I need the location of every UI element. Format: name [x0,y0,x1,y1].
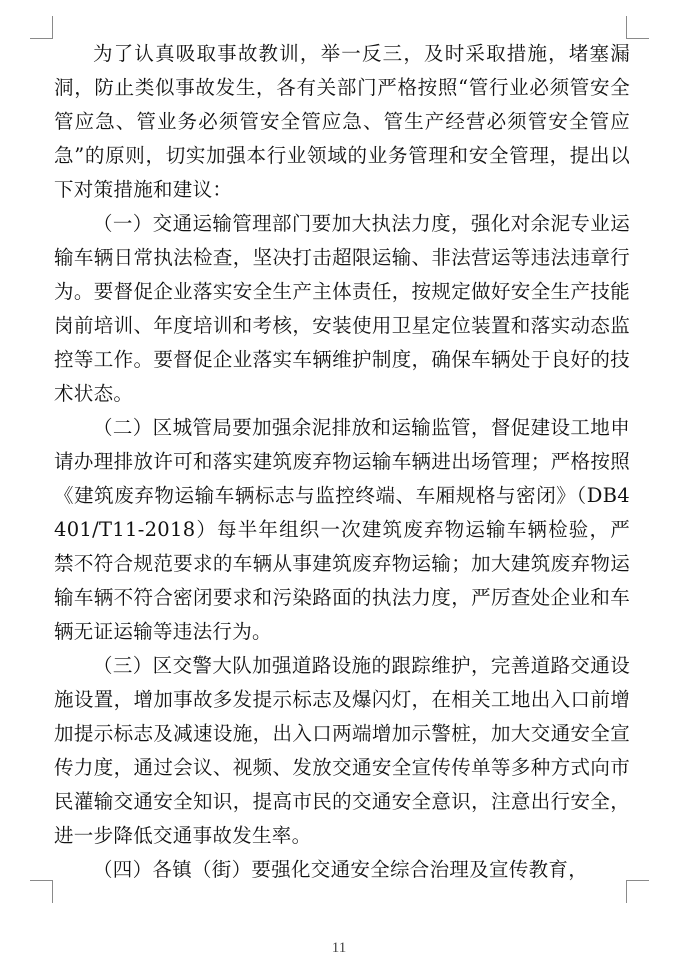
paragraph-item-1: （一）交通运输管理部门要加大执法力度，强化对余泥专业运输车辆日常执法检查，坚决打击超限运输、非法营运等违法违章行为。要督促企业落实安全生产主体责任，按规定做好安全生产技能岗前培训、年度培训和考核，安装使用卫星定位装置和落实动态监控等工作。要督促企业落实车辆维护制度，确保车辆处于良好的技术状态。 [54,212,630,405]
page-number: 11 [331,940,347,956]
crop-mark-bottom-left [30,880,53,903]
crop-mark-top-left [30,16,53,39]
paragraph-item-4: （四）各镇（街）要强化交通安全综合治理及宣传教育， [93,858,589,881]
paragraph-item-2: （二）区城管局要加强余泥排放和运输监管，督促建设工地申请办理排放许可和落实建筑废弃物运输车辆进出场管理；严格按照《建筑废弃物运输车辆标志与监控终端、车厢规格与密闭》（DB4401/T11-2018）每半年组织一次建筑废弃物运输车辆检验，严禁不符合规范要求的车辆从事建筑废弃物运输；加大建筑废弃物运输车辆不符合密闭要求和污染路面的执法力度，严厉查处企业和车辆无证运输等违法行为。 [54,416,630,643]
paragraph-intro: 为了认真吸取事故教训，举一反三，及时采取措施，堵塞漏洞，防止类似事故发生，各有关部门严格按照“管行业必须管安全管应急、管业务必须管安全管应急、管生产经营必须管安全管应急”的原则，切实加强本行业领域的业务管理和安全管理，提出以下对策措施和建议： [54,42,630,201]
paragraph-item-3: （三）区交警大队加强道路设施的跟踪维护，完善道路交通设施设置，增加事故多发提示标志及爆闪灯，在相关工地出入口前增加提示标志及减速设施，出入口两端增加示警桩，加大交通安全宣传力度，通过会议、视频、发放交通安全宣传传单等多种方式向市民灌输交通安全知识，提高市民的交通安全意识，注意出行安全，进一步降低交通事故发生率。 [54,654,630,847]
document-body [54,37,630,887]
crop-mark-top-right [626,16,649,39]
